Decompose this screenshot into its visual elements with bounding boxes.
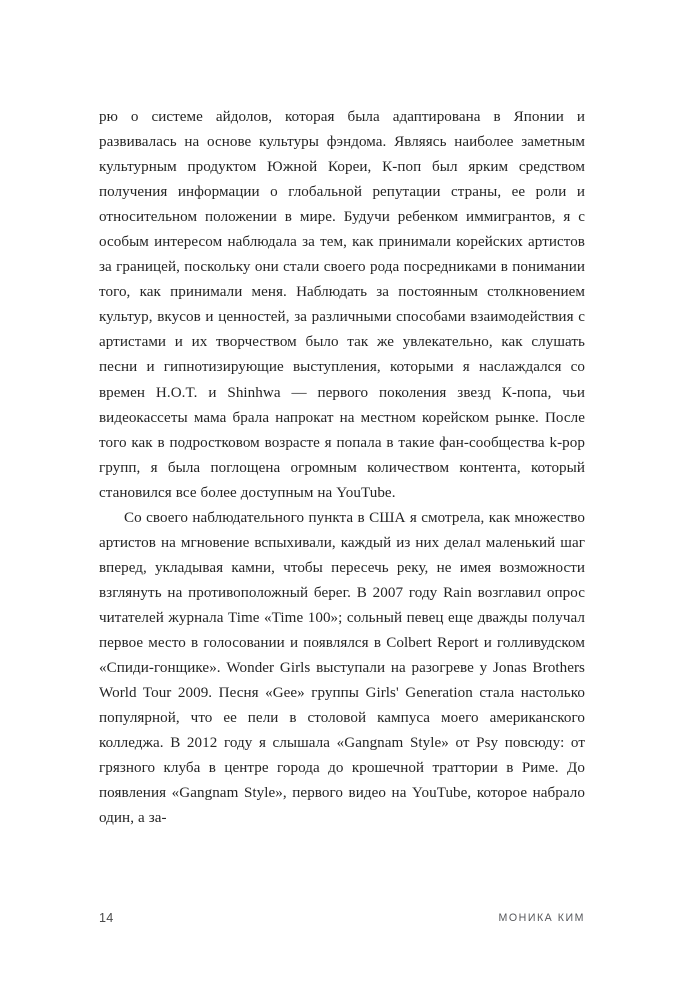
page-number: 14: [99, 910, 114, 925]
page-footer: [99, 908, 585, 928]
paragraph-2: Со своего наблюдательного пункта в США я смотрела, как множество артистов на мгновение вспыхивали, каждый из них делал маленький шаг вперед, укладывая камни, чтобы пересечь реку, не имея возможности взглянуть на противоположный берег. В 2007 году Rain возглавил опрос читателей журнала Time «Time 100»; сольный певец еще дважды получал первое место в голосовании и появлялся в Colbert Report и голливудском «Спиди-гонщике». Wonder Girls выступали на разогреве у Jonas Brothers World Tour 2009. Песня «Gee» группы Girls' Generation стала настолько популярной, что ее пели в столовой кампуса моего американского колледжа. В 2012 году я слышала «Gangnam Style» от Psy повсюду: от грязного клуба в центре города до крошечной траттории в Риме. До появления «Gangnam Style», первого видео на YouTube, которое набрало один, а за-: [99, 509, 585, 827]
paragraph-1: рю о системе айдолов, которая была адаптирована в Японии и развивалась на основе культуры фэндома. Являясь наиболее заметным культурным продуктом Южной Кореи, К-поп был ярким средством получения информации о глобальной репутации страны, ее роли и относительном положении в мире. Будучи ребенком иммигрантов, я с особым интересом наблюдала за тем, как принимали корейских артистов за границей, поскольку они стали своего рода посредниками в понимании того, как принимали меня. Наблюдать за постоянным столкновением культур, вкусов и ценностей, за различными способами взаимодействия с артистами и их творчеством было так же увлекательно, как слушать песни и гипнотизирующие выступления, которыми я наслаждался со времен H.O.T. и Shinhwa — первого поколения звезд К-попа, чьи видеокассеты мама брала напрокат на местном корейском рынке. После того как в подростковом возрасте я попала в такие фан-сообщества k-pop групп, я была поглощена огромным количеством контента, который становился все более доступным на YouTube.: [99, 109, 585, 501]
running-head-author: МОНИКА КИМ: [498, 911, 585, 924]
body-text-column: [99, 105, 585, 831]
